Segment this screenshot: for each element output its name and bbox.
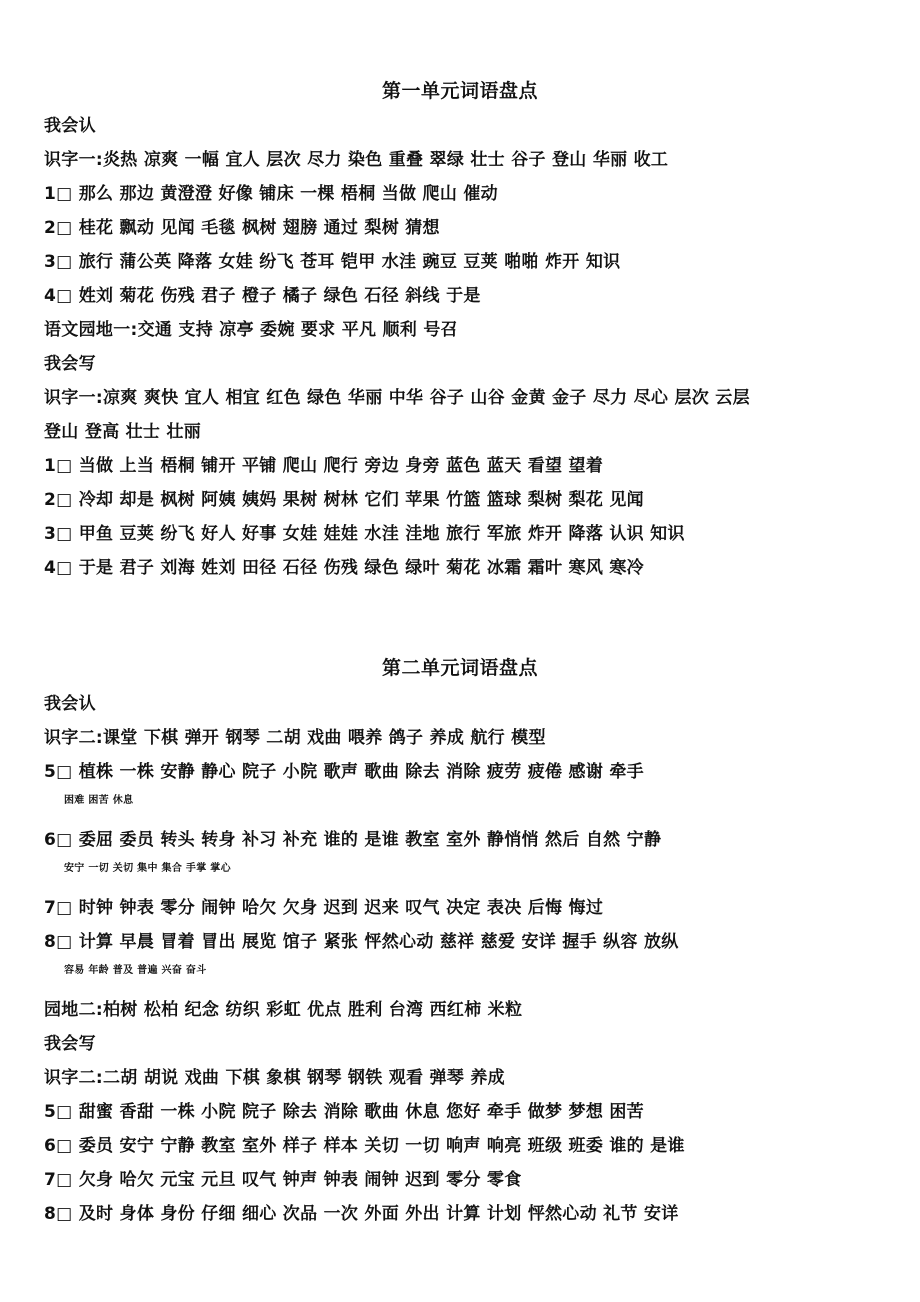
unit2-line: 5□ 植株 一株 安静 静心 院子 小院 歌声 歌曲 除去 消除 疲劳 疲倦 感谢 牵手 bbox=[44, 762, 644, 782]
unit1-line: 2□ 冷却 却是 枫树 阿姨 姨妈 果树 树林 它们 苹果 竹篮 篮球 梨树 梨花 见闻 bbox=[44, 490, 644, 510]
unit2-heading-recognize: 我会认 bbox=[44, 694, 96, 714]
unit1-line: 1□ 当做 上当 梧桐 铺开 平铺 爬山 爬行 旁边 身旁 蓝色 蓝天 看望 望着 bbox=[44, 456, 604, 476]
unit2-title: 第二单元词语盘点 bbox=[381, 657, 538, 679]
unit2-line: 识字二:二胡 胡说 戏曲 下棋 象棋 钢琴 钢铁 观看 弹琴 养成 bbox=[44, 1068, 505, 1088]
unit1-line: 识字一:凉爽 爽快 宜人 相宜 红色 绿色 华丽 中华 谷子 山谷 金黄 金子 尽力 尽心 层次 云层 bbox=[44, 388, 750, 408]
unit1-line: 3□ 甲鱼 豆荚 纷飞 好人 好事 女娃 娃娃 水洼 洼地 旅行 军旅 炸开 降落 认识 知识 bbox=[44, 524, 685, 544]
unit1-heading-recognize: 我会认 bbox=[44, 116, 96, 136]
unit1-line: 3□ 旅行 蒲公英 降落 女娃 纷飞 苍耳 铠甲 水洼 豌豆 豆荚 啪啪 炸开 知识 bbox=[44, 252, 621, 272]
unit2-line: 6□ 委员 安宁 宁静 教室 室外 样子 样本 关切 一切 响声 响亮 班级 班委 谁的 是谁 bbox=[44, 1136, 685, 1156]
unit2-line: 8□ 计算 早晨 冒着 冒出 展览 馆子 紧张 怦然心动 慈祥 慈爱 安详 握手 纵容 放纵 bbox=[44, 932, 679, 952]
unit2-line: 安宁 一切 关切 集中 集合 手掌 掌心 bbox=[64, 863, 231, 874]
unit2-line: 容易 年龄 普及 普遍 兴奋 奋斗 bbox=[64, 965, 207, 976]
unit2-line: 识字二:课堂 下棋 弹开 钢琴 二胡 戏曲 喂养 鸽子 养成 航行 模型 bbox=[44, 728, 546, 748]
unit1-title: 第一单元词语盘点 bbox=[381, 80, 538, 102]
unit2-line: 7□ 欠身 哈欠 元宝 元旦 叹气 钟声 钟表 闹钟 迟到 零分 零食 bbox=[44, 1170, 522, 1190]
unit1-line: 语文园地一:交通 支持 凉亭 委婉 要求 平凡 顺利 号召 bbox=[44, 320, 458, 340]
unit2-line: 8□ 及时 身体 身份 仔细 细心 次品 一次 外面 外出 计算 计划 怦然心动 礼节 安详 bbox=[44, 1204, 679, 1224]
unit1-line: 1□ 那么 那边 黄澄澄 好像 铺床 一棵 梧桐 当做 爬山 催动 bbox=[44, 184, 498, 204]
unit2-line: 6□ 委屈 委员 转头 转身 补习 补充 谁的 是谁 教室 室外 静悄悄 然后 自然 宁静 bbox=[44, 830, 662, 850]
unit1-line: 4□ 于是 君子 刘海 姓刘 田径 石径 伤残 绿色 绿叶 菊花 冰霜 霜叶 寒风 寒冷 bbox=[44, 558, 644, 578]
unit2-line: 5□ 甜蜜 香甜 一株 小院 院子 除去 消除 歌曲 休息 您好 牵手 做梦 梦想 困苦 bbox=[44, 1102, 644, 1122]
unit1-line: 4□ 姓刘 菊花 伤残 君子 橙子 橘子 绿色 石径 斜线 于是 bbox=[44, 286, 481, 306]
unit1-line: 2□ 桂花 飘动 见闻 毛毯 枫树 翅膀 通过 梨树 猜想 bbox=[44, 218, 440, 238]
unit2-line: 园地二:柏树 松柏 纪念 纺织 彩虹 优点 胜利 台湾 西红柿 米粒 bbox=[44, 1000, 523, 1020]
unit1-line: 登山 登高 壮士 壮丽 bbox=[44, 422, 202, 442]
unit2-line: 7□ 时钟 钟表 零分 闹钟 哈欠 欠身 迟到 迟来 叹气 决定 表决 后悔 悔过 bbox=[44, 898, 604, 918]
unit2-line: 困难 困苦 休息 bbox=[64, 795, 134, 806]
unit1-line: 识字一:炎热 凉爽 一幅 宜人 层次 尽力 染色 重叠 翠绿 壮士 谷子 登山 华丽 收工 bbox=[44, 150, 669, 170]
unit1-heading-write: 我会写 bbox=[44, 354, 96, 374]
unit2-heading-write: 我会写 bbox=[44, 1034, 96, 1054]
